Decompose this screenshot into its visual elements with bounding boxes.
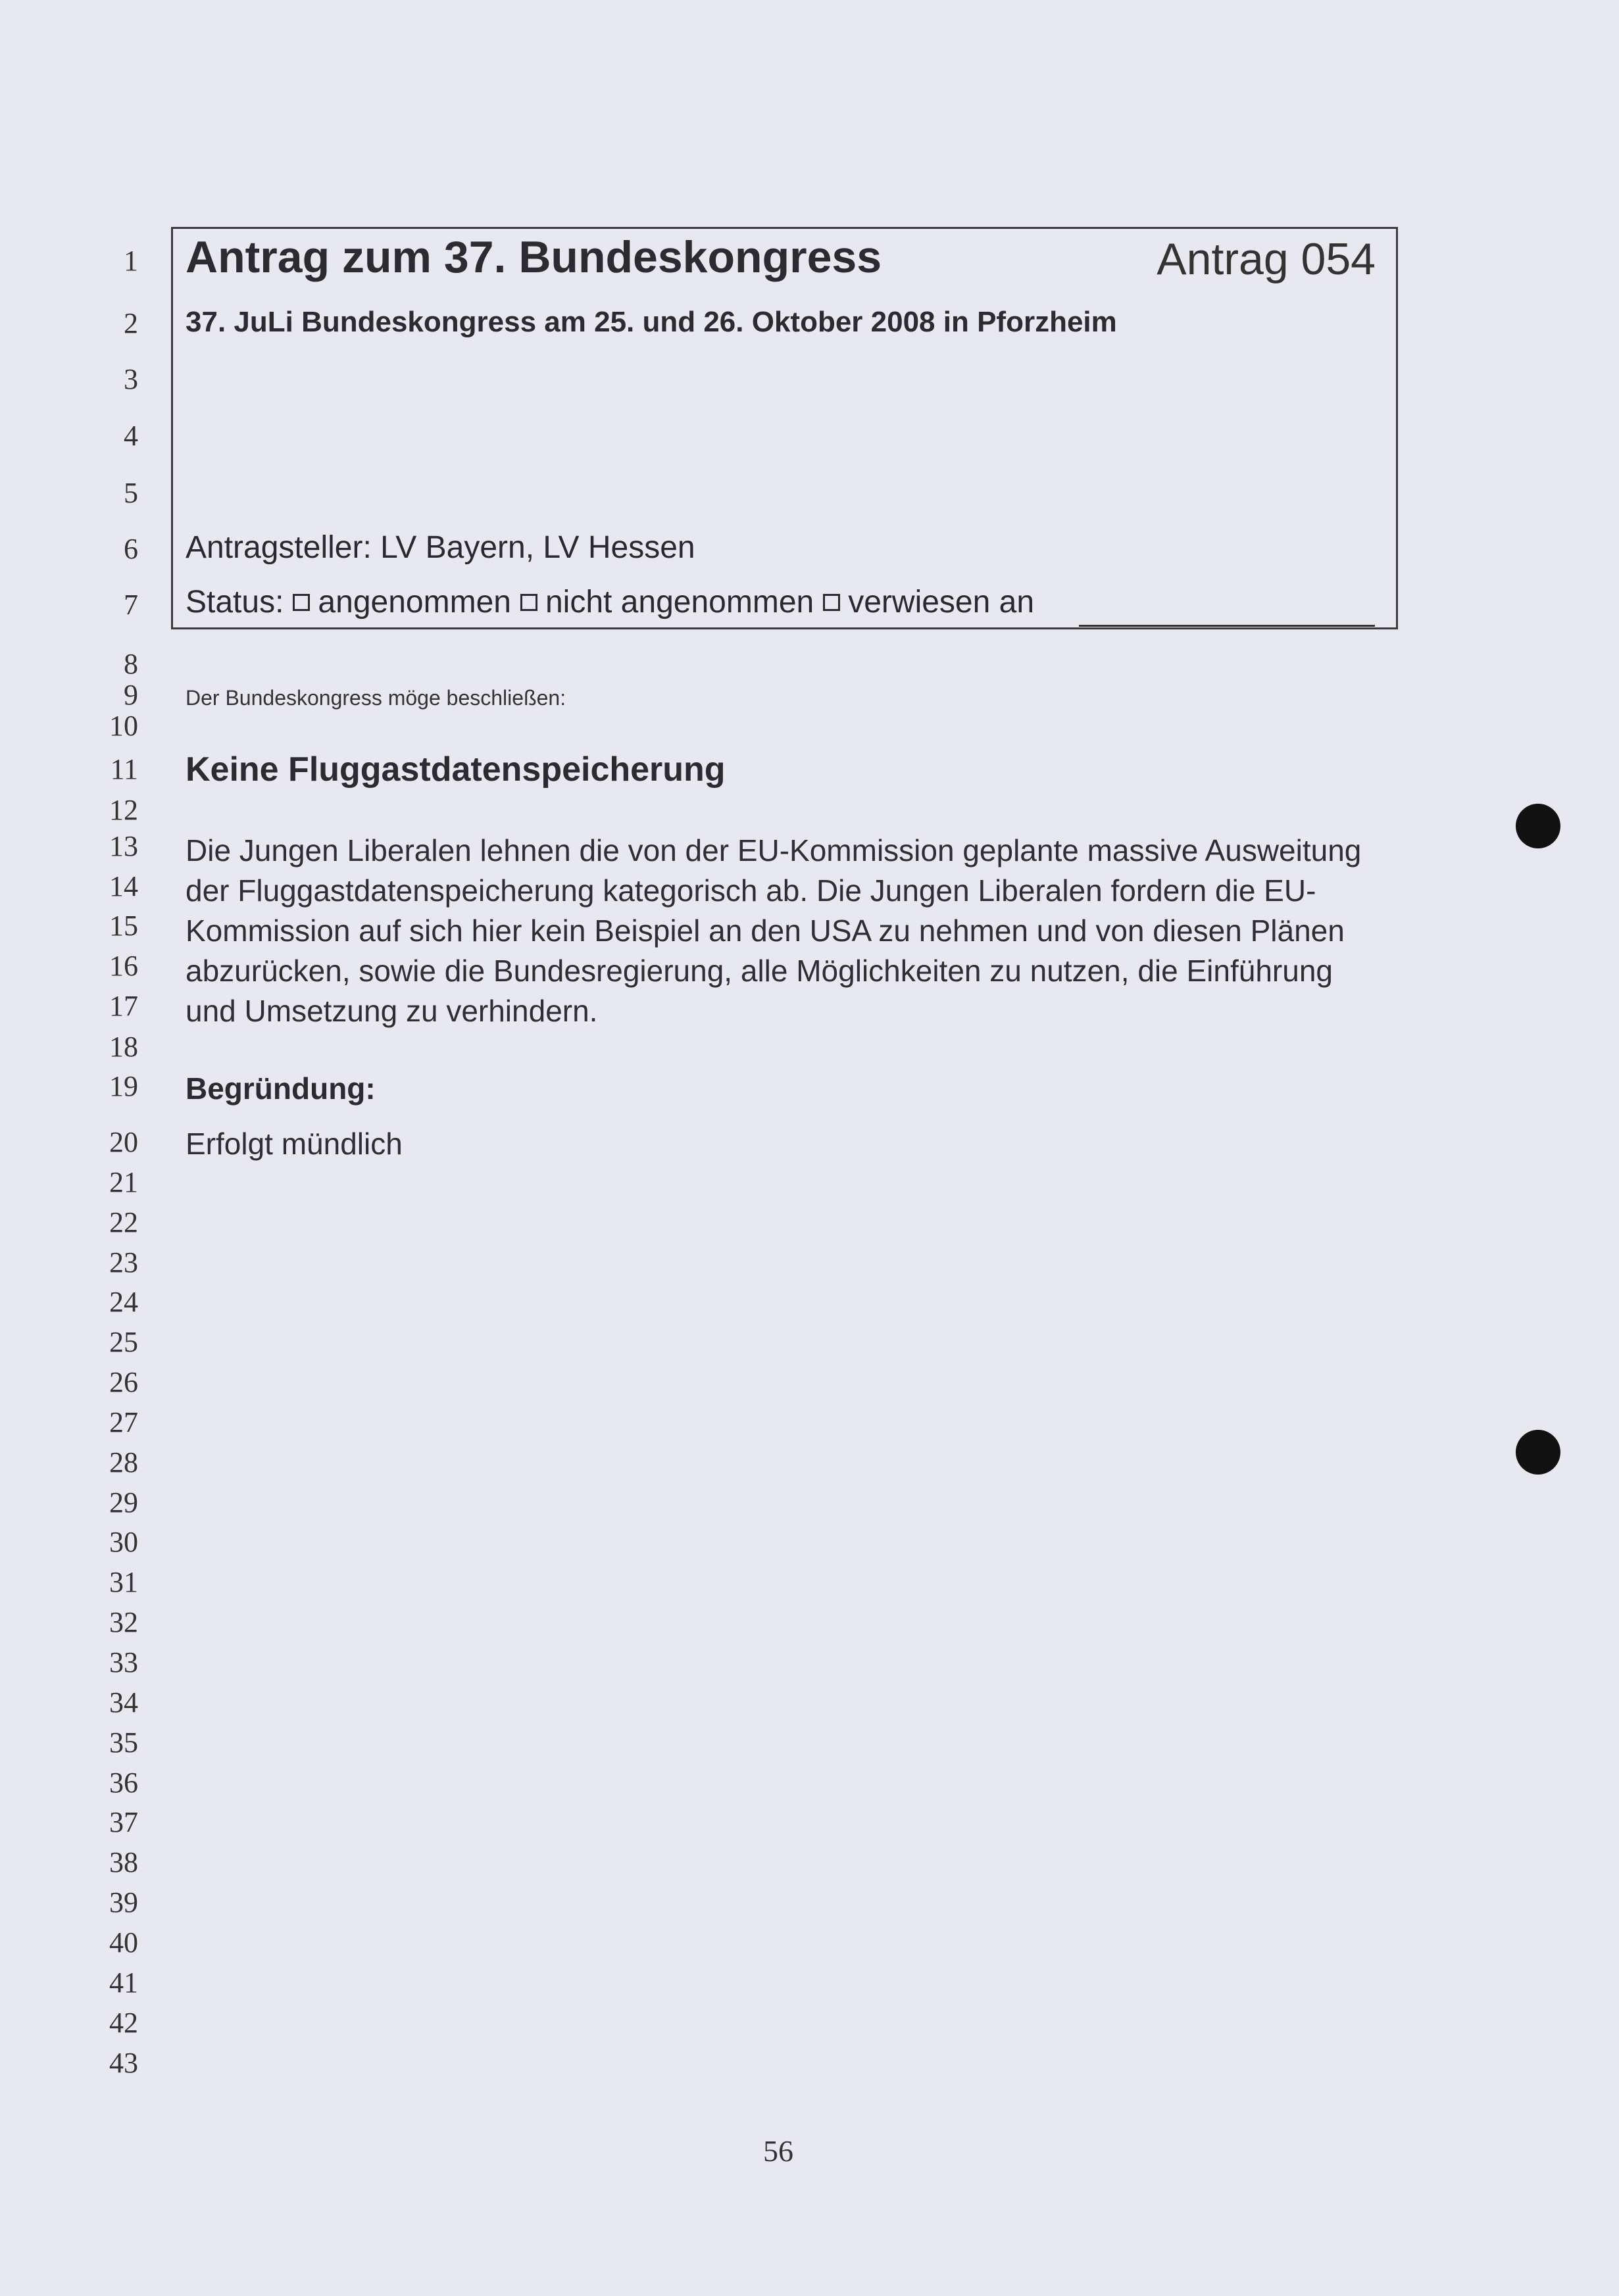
line-number: 17 xyxy=(109,990,138,1022)
line-number: 14 xyxy=(109,870,138,902)
referred-to-blank-line[interactable] xyxy=(1079,625,1375,627)
line-number: 22 xyxy=(109,1206,138,1238)
line-number: 36 xyxy=(109,1767,138,1799)
line-number: 20 xyxy=(109,1126,138,1158)
line-number: 25 xyxy=(109,1326,138,1358)
line-number: 11 xyxy=(110,753,138,785)
line-number: 15 xyxy=(109,910,138,942)
header-box xyxy=(171,227,1398,629)
line-number: 27 xyxy=(109,1406,138,1438)
line-number: 38 xyxy=(109,1846,138,1878)
congress-subtitle: 37. JuLi Bundeskongress am 25. und 26. Oktober 2008 in Pforzheim xyxy=(186,306,1117,338)
status-label: Status: xyxy=(186,585,284,620)
line-number: 7 xyxy=(124,589,138,621)
line-number: 21 xyxy=(109,1166,138,1198)
line-number: 24 xyxy=(109,1286,138,1318)
antrag-number: Antrag 054 xyxy=(1157,234,1376,284)
line-number: 18 xyxy=(109,1031,138,1063)
page-number: 56 xyxy=(763,2134,793,2168)
status-option-not-accepted: nicht angenommen xyxy=(545,585,814,620)
intro-text: Der Bundeskongress möge beschließen: xyxy=(186,686,566,710)
line-number: 29 xyxy=(109,1486,138,1519)
line-number: 19 xyxy=(109,1070,138,1102)
line-number: 9 xyxy=(124,679,138,711)
line-number: 16 xyxy=(109,950,138,982)
line-number: 35 xyxy=(109,1726,138,1759)
line-number: 23 xyxy=(109,1246,138,1279)
body-line: abzurücken, sowie die Bundesregierung, alle Möglichkeiten zu nutzen, die Einführung xyxy=(186,954,1333,988)
document-title: Antrag zum 37. Bundeskongress xyxy=(186,232,882,282)
line-number: 33 xyxy=(109,1646,138,1678)
line-number: 42 xyxy=(109,2007,138,2039)
line-number: 34 xyxy=(109,1686,138,1719)
status-line xyxy=(186,584,1034,620)
punch-hole xyxy=(1516,804,1560,848)
justification-text: Erfolgt mündlich xyxy=(186,1127,403,1161)
line-number: 4 xyxy=(124,420,138,452)
line-number: 6 xyxy=(124,533,138,565)
line-number: 26 xyxy=(109,1366,138,1398)
body-line: der Fluggastdatenspeicherung kategorisch ab. Die Jungen Liberalen fordern die EU- xyxy=(186,873,1316,908)
line-number: 5 xyxy=(124,477,138,509)
line-number: 3 xyxy=(124,363,138,395)
body-line: Die Jungen Liberalen lehnen die von der EU-Kommission geplante massive Ausweitung xyxy=(186,833,1362,867)
line-number: 8 xyxy=(124,648,138,680)
checkbox-accepted[interactable] xyxy=(293,594,310,611)
line-number: 12 xyxy=(109,794,138,826)
punch-hole xyxy=(1516,1430,1560,1475)
line-number: 37 xyxy=(109,1806,138,1838)
body-line: Kommission auf sich hier kein Beispiel an den USA zu nehmen und von diesen Plänen xyxy=(186,914,1345,948)
line-number: 1 xyxy=(124,245,138,277)
line-number: 28 xyxy=(109,1446,138,1478)
line-number: 40 xyxy=(109,1926,138,1959)
line-number: 13 xyxy=(109,830,138,862)
checkbox-referred[interactable] xyxy=(823,594,840,611)
line-number: 10 xyxy=(109,710,138,742)
checkbox-not-accepted[interactable] xyxy=(520,594,537,611)
status-option-accepted: angenommen xyxy=(318,585,511,620)
body-line: und Umsetzung zu verhindern. xyxy=(186,994,598,1028)
line-number: 41 xyxy=(109,1966,138,1999)
applicant-line: Antragsteller: LV Bayern, LV Hessen xyxy=(186,530,695,565)
status-option-referred: verwiesen an xyxy=(848,585,1035,620)
line-number: 39 xyxy=(109,1886,138,1918)
line-number: 32 xyxy=(109,1606,138,1638)
line-number: 31 xyxy=(109,1566,138,1598)
motion-title: Keine Fluggastdatenspeicherung xyxy=(186,750,726,789)
justification-label: Begründung: xyxy=(186,1071,376,1106)
line-number: 43 xyxy=(109,2047,138,2079)
line-number: 30 xyxy=(109,1526,138,1558)
line-number: 2 xyxy=(124,307,138,339)
